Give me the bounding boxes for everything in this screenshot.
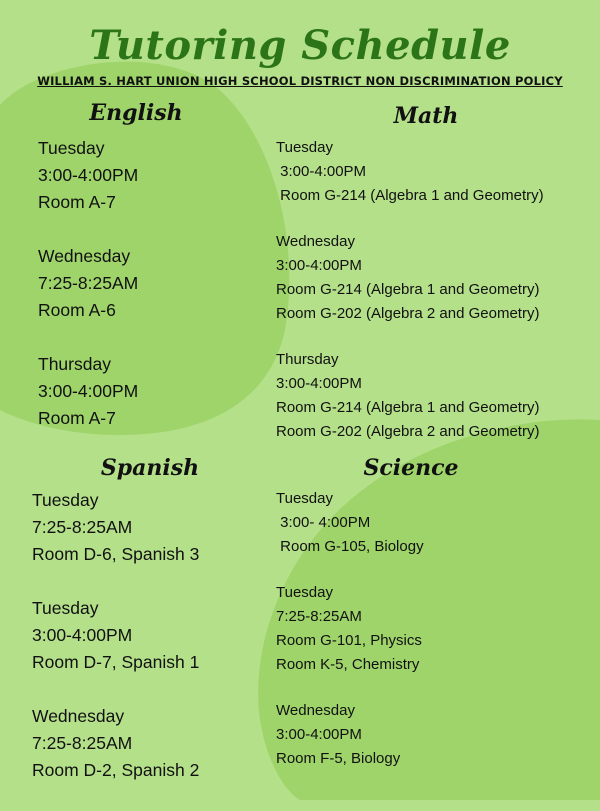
session-time: 3:00-4:00PM (276, 257, 362, 274)
session-day: Wednesday (32, 706, 125, 726)
session-room: Room A-7 (38, 408, 116, 428)
session-room: Room A-7 (38, 192, 116, 212)
session-day: Tuesday (32, 490, 99, 510)
spanish-schedule (32, 487, 199, 811)
english-heading: English (89, 100, 183, 126)
page-subtitle (0, 72, 600, 90)
session-day: Wednesday (38, 246, 131, 266)
science-session (276, 581, 424, 677)
session-time: 3:00-4:00PM (38, 381, 139, 401)
session-room: Room F-5, Biology (276, 750, 401, 767)
spanish-session (32, 703, 199, 784)
session-room: Room G-214 (Algebra 1 and Geometry) (276, 399, 540, 416)
science-session (276, 699, 424, 771)
session-day: Wednesday (276, 702, 355, 719)
session-day: Thursday (38, 354, 111, 374)
session-day: Thursday (276, 351, 339, 368)
session-room: Room G-202 (Algebra 2 and Geometry) (276, 423, 540, 440)
english-session (38, 135, 138, 216)
session-day: Tuesday (32, 598, 99, 618)
spanish-session (32, 487, 199, 568)
english-session (38, 243, 138, 324)
session-time: 7:25-8:25AM (32, 517, 133, 537)
session-room: Room G-101, Physics (276, 632, 422, 649)
math-session (276, 348, 544, 444)
session-time: 3:00-4:00PM (32, 625, 133, 645)
session-day: Wednesday (276, 233, 355, 250)
session-day: Tuesday (276, 490, 333, 507)
session-room: Room A-6 (38, 300, 116, 320)
session-room: Room D-6, Spanish 3 (32, 544, 200, 564)
session-time: 7:25-8:25AM (276, 608, 362, 625)
session-time: 3:00-4:00PM (276, 726, 362, 743)
session-time: 3:00-4:00PM (38, 165, 139, 185)
session-time: 3:00-4:00PM (276, 375, 362, 392)
session-time: 3:00-4:00PM (276, 163, 367, 180)
science-schedule (276, 487, 424, 793)
session-day: Tuesday (276, 584, 333, 601)
session-time: 7:25-8:25AM (38, 273, 139, 293)
session-day: Tuesday (276, 139, 333, 156)
math-session (276, 136, 544, 208)
session-time: 7:25-8:25AM (32, 733, 133, 753)
session-room: Room G-214 (Algebra 1 and Geometry) (276, 187, 544, 204)
english-schedule (38, 135, 138, 459)
session-room: Room D-2, Spanish 2 (32, 760, 200, 780)
session-room: Room D-7, Spanish 1 (32, 652, 200, 672)
math-schedule (276, 136, 544, 466)
spanish-heading: Spanish (100, 455, 200, 481)
science-heading: Science (363, 455, 459, 481)
session-day: Tuesday (38, 138, 105, 158)
english-session (38, 351, 138, 432)
page-title: Tutoring Schedule (89, 22, 511, 69)
science-session (276, 487, 424, 559)
session-time: 3:00- 4:00PM (276, 514, 371, 531)
session-room: Room G-105, Biology (276, 538, 424, 555)
session-room: Room G-214 (Algebra 1 and Geometry) (276, 281, 540, 298)
session-room: Room K-5, Chemistry (276, 656, 420, 673)
policy-link[interactable]: WILLIAM S. HART UNION HIGH SCHOOL DISTRICT NON DISCRIMINATION POLICY (37, 74, 563, 88)
math-heading: Math (393, 103, 459, 129)
math-session (276, 230, 544, 326)
session-room: Room G-202 (Algebra 2 and Geometry) (276, 305, 540, 322)
spanish-session (32, 595, 199, 676)
